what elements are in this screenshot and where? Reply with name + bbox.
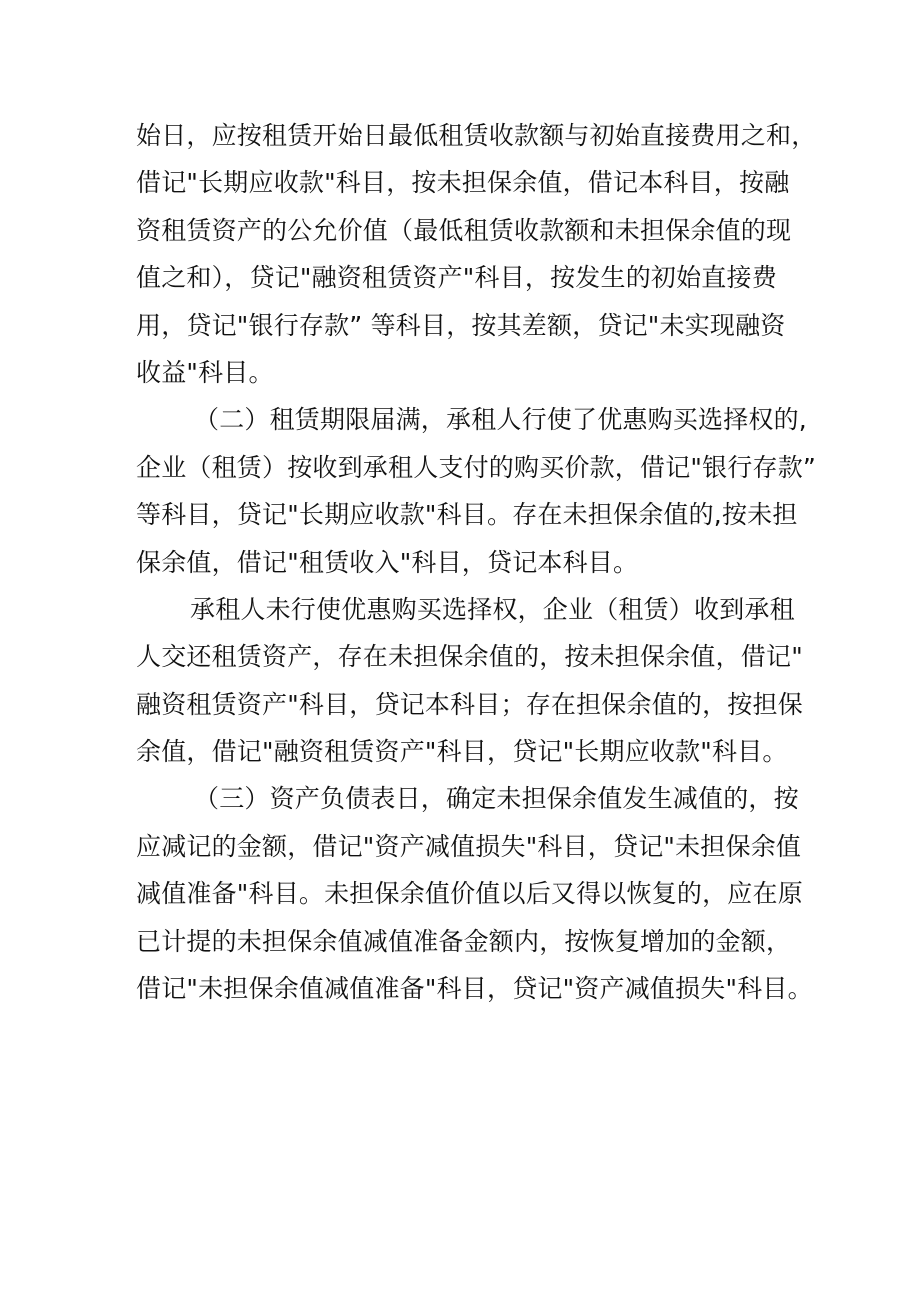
- text-line: 承租人未行使优惠购买选择权，企业（租赁）收到承租: [190, 594, 795, 624]
- text-line: 用，贷记"银行存款” 等科目，按其差额，贷记"未实现融资: [136, 310, 786, 340]
- text-line: 借记"未担保余值减值准备"科目，贷记"资产减值损失"科目。: [136, 974, 813, 1004]
- text-line: 始日，应按租赁开始日最低租赁收款额与初始直接费用之和，: [136, 121, 817, 150]
- text-line: （二）租赁期限届满，承租人行使了优惠购买选择权的,: [194, 405, 807, 435]
- text-line: 余值，借记"融资租赁资产"科目，贷记"长期应收款"科目。: [136, 737, 788, 767]
- text-line: （三）资产负债表日，确定未担保余值发生减值的，按: [194, 784, 799, 814]
- text-line: 减值准备"科目。未担保余值价值以后又得以恢复的，应在原: [136, 879, 803, 909]
- text-line: 已计提的未担保余值减值准备金额内，按恢复增加的金额，: [136, 926, 792, 956]
- text-line: 资租赁资产的公允价值（最低租赁收款额和未担保余值的现: [136, 215, 792, 245]
- body-text: [136, 112, 817, 1012]
- text-line: 收益"科目。: [136, 357, 274, 387]
- text-line: 借记"长期应收款"科目，按未担保余值，借记本科目，按融: [136, 168, 790, 198]
- text-line: 企业（租赁）按收到承租人支付的购买价款，借记"银行存款”: [136, 452, 817, 482]
- text-line: 人交还租赁资产，存在未担保余值的，按未担保余值，借记": [136, 642, 803, 672]
- text-line: 融资租赁资产"科目，贷记本科目；存在担保余值的，按担保: [136, 689, 803, 719]
- text-line: 应减记的金额，借记"资产减值损失"科目，贷记"未担保余值: [136, 831, 802, 861]
- text-line: 保余值，借记"租赁收入"科目，贷记本科目。: [136, 547, 639, 577]
- text-line: 等科目，贷记"长期应收款"科目。存在未担保余值的,按未担: [136, 500, 798, 530]
- text-line: 值之和），贷记"融资租赁资产"科目，按发生的初始直接费: [136, 263, 777, 293]
